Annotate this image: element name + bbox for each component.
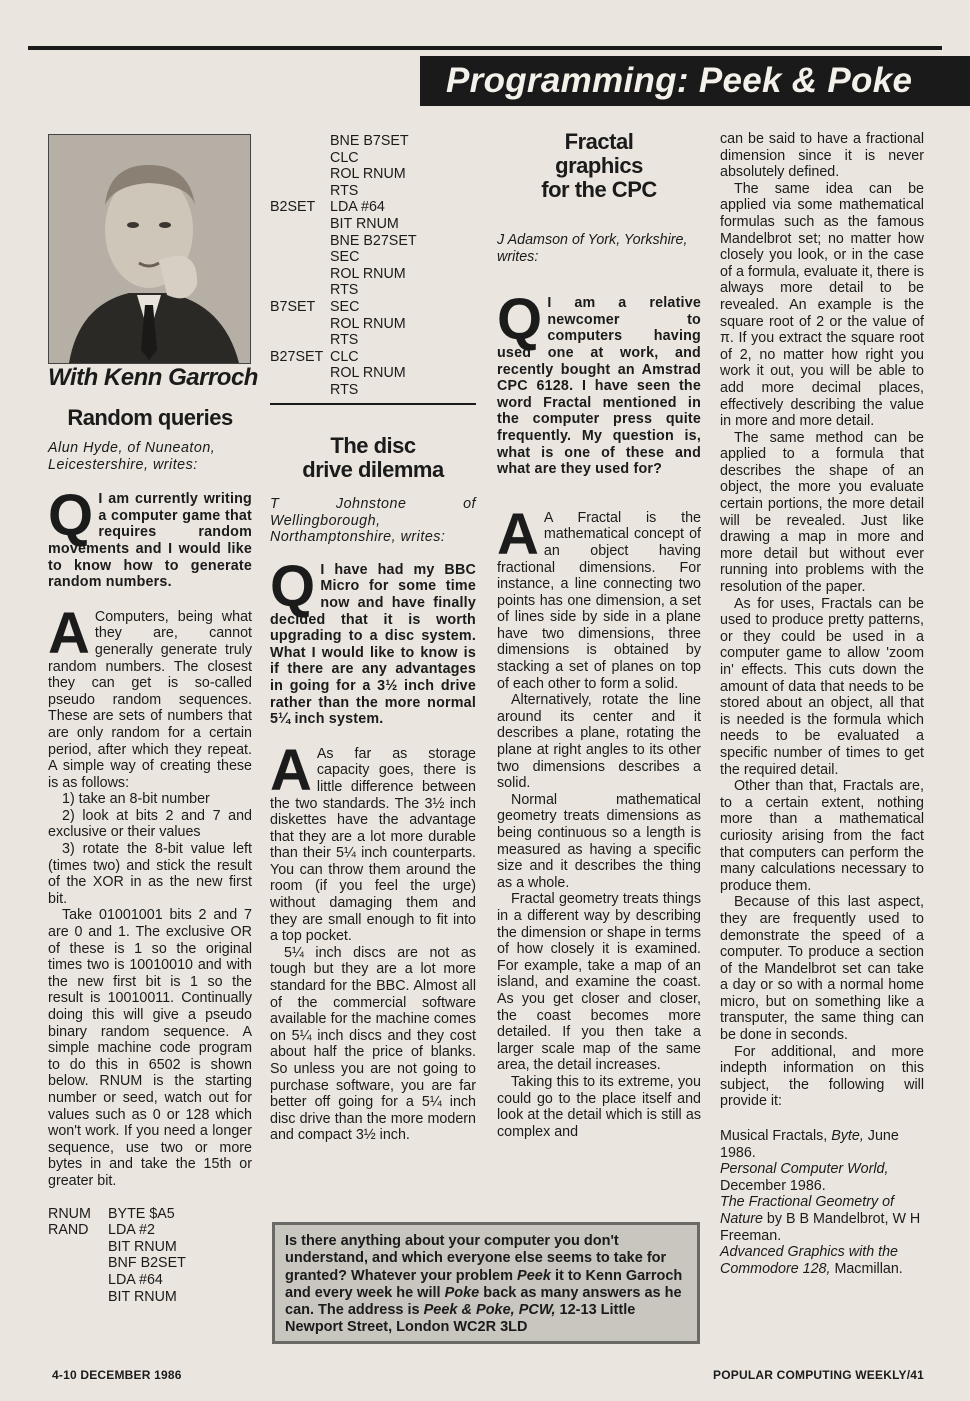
writer-line: J Adamson of York, Yorkshire, writes:: [497, 232, 688, 265]
column-1: [48, 406, 252, 1305]
code-line: BNE B7SET: [330, 133, 409, 149]
footer-magazine: POPULAR COMPUTING WEEKLY/41: [713, 1368, 924, 1382]
question-body: I am a relative newcomer to computers having used one at work, and recently bought an Amstrad CPC 6128. I have seen the word Fractal mentioned in the computer press quite frequently. My question is, what is one of these and what are they used for?: [497, 295, 701, 478]
box-poke: Poke: [444, 1284, 480, 1301]
paragraph: Because of this last aspect, they are frequently used to demonstrate the speed of a computer. To produce a section of the Mandelbrot set can take a day or so with a normal home micro, but on something like a transputer, the same thing can be done in seconds.: [720, 894, 924, 1044]
paragraph: Other than that, Fractals are, to a certain extent, nothing more than a mathematical curiosity arising from the fact that computers can perform the many calculations necessary to produce them.: [720, 778, 924, 894]
step-item: 1) take an 8-bit number: [62, 791, 210, 808]
box-text: it to Kenn Garroch and every week he will: [285, 1267, 683, 1301]
paragraph: Fractal geometry treats things in a different way by describing the dimension or shape in terms of how closely it is examined. For example, take a map of an island, and examine the coast. As you get closer and closer, the coast becomes more detailed. If you then take a larger scale map of the same area, the detail increases.: [497, 891, 701, 1074]
code-line: LDA #64: [108, 1271, 163, 1288]
answer-body: As far as storage capacity goes, there is little difference between the two standards. The 3½ inch diskettes have the advantage that they are a lot more durable than their 5¼ inch counterparts. You can throw them around the room (if you feel the urge) without damaging them and they are small enough to fit into a top pocket.: [270, 745, 476, 945]
reference-item: Advanced Graphics with the Commodore 128, Macmillan.: [720, 1244, 903, 1277]
code-line: RTS: [330, 332, 359, 349]
code-listing-1: [48, 1206, 252, 1306]
code-line: ROL RNUM: [330, 265, 406, 282]
section-header: Programming: Peek & Poke: [420, 56, 970, 106]
answer-initial: A: [48, 600, 90, 666]
paragraph: The same method can be applied to a formula that describes the shape of an object, the more you evaluate certain portions, the more detail will be revealed. Just like drawing a map in more and more detail but without ever running into problems with the resolution of the paper.: [720, 429, 924, 596]
reference-item: The Fractional Geometry of Nature by B B Mandelbrot, W H Freeman.: [720, 1194, 921, 1244]
code-line: ROL RNUM: [330, 365, 406, 382]
column-2: [270, 133, 476, 399]
paragraph: can be said to have a fractional dimension since it is never absolutely defined.: [720, 131, 924, 181]
code-line: BIT RNUM: [330, 215, 399, 232]
callout-box: [272, 1222, 700, 1344]
column-3: [497, 130, 701, 1140]
reference-item: Personal Computer World, December 1986.: [720, 1161, 889, 1194]
author-name: With Kenn Garroch: [48, 364, 258, 391]
question-text: [270, 553, 476, 728]
title-line: graphics: [555, 153, 643, 178]
code-line: BNE B27SET: [330, 232, 417, 249]
question-initial: Q: [497, 287, 543, 353]
paragraph: Alternatively, rotate the line around its center and it describes a plane, rotating the plane at right angles to its other two dimensions describes a solid.: [497, 692, 701, 792]
column-2-article: [270, 434, 476, 1144]
paragraph: For additional, and more indepth information on this subject, the following will provide it:: [720, 1043, 924, 1110]
code-line: B2SET LDA #64: [270, 199, 385, 216]
box-address-italic: Peek & Poke, PCW,: [423, 1302, 556, 1319]
article-title-fractal: [497, 130, 701, 202]
paragraph: Take 01001001 bits 2 and 7 are 0 and 1. The exclusive OR of these is 1 so the original times two is 10010010 and with the new first bit is 1 so the result is 10010011. Continually doing this will give a pseudo binary random sequence. A simple machine code program to do this in 6502 is shown below. RNUM is the starting number or seed, watch out for values such as 0 or 128 which won't work. If you need a longer sequence, use two or more bytes in and take the 15th or greater bit.: [48, 907, 252, 1189]
box-text: back as many answers as he can. The address is: [285, 1284, 682, 1319]
answer-body: Computers, being what they are, cannot generally generate truly random numbers. The closest they can get is so-called pseudo random sequences. These are sets of numbers that are only random for a certain period, after which they repeat. A simple way of creating these is as follows:: [48, 608, 252, 791]
question-initial: Q: [48, 483, 94, 549]
answer-body: A Fractal is the mathematical concept of an object having fractional dimensions. For instance, a line connecting two points has one dimension, a set of lines side by side in a plane have two dimensions, three dimensions is obtained by stacking a set of planes on top of each other to form a solid.: [497, 509, 701, 692]
box-text: Is there anything about your computer you don't understand, and which everyone else seems to take for granted? Whatever your problem: [285, 1233, 667, 1284]
code-listing-2: [270, 133, 476, 399]
footer-date: 4-10 DECEMBER 1986: [52, 1368, 182, 1382]
question-body: I have had my BBC Micro for some time now and have finally decided that it is worth upgrading to a disc system. What I would like to know is if there are any advantages in going for a 3½ inch drive rather than the more normal 5¼ inch system.: [270, 561, 476, 728]
box-peek: Peek: [517, 1267, 551, 1284]
code-line: RTS: [330, 381, 359, 398]
answer-text: [48, 600, 252, 792]
code-line: B27SET CLC: [270, 348, 359, 365]
step-item: 2) look at bits 2 and 7 and exclusive or their values: [48, 807, 252, 841]
answer-text: [270, 737, 476, 945]
title-line: The disc: [330, 433, 416, 458]
code-line: SEC: [330, 249, 360, 266]
paragraph: Taking this to its extreme, you could go to the place itself and look at the detail which is still as complex and: [497, 1073, 701, 1140]
author-photo: [48, 134, 251, 364]
top-rule: [28, 46, 942, 50]
code-line: B7SET SEC: [270, 298, 360, 315]
title-line: for the CPC: [541, 177, 657, 202]
code-line: BIT RNUM: [108, 1238, 177, 1255]
question-body: I am currently writing a computer game that requires random movements and I would like to know how to generate random numbers.: [48, 491, 252, 591]
question-initial: Q: [270, 553, 316, 619]
article-title-random: Random queries: [67, 405, 233, 430]
box-address: 12-13 Little Newport Street, London WC2R 3LD: [285, 1302, 636, 1336]
code-line: BIT RNUM: [108, 1288, 177, 1305]
reference-item: Musical Fractals, Byte, June 1986.: [720, 1128, 899, 1161]
paragraph: Normal mathematical geometry treats dimensions as being continuous so a length is measured as having a specific size and it describes the thing as a whole.: [497, 791, 701, 891]
paragraph: The same idea can be applied via some mathematical formulas such as the famous Mandelbrot set; no matter how closely you look, or in the case of a formula, evaluate it, there is always more detail to be revealed. An example is the square root of 2 or the value of π. If you extract the square root of 2, no matter how right you work it out, you will be able to add more decimal places, effectively describing the value in more and more detail.: [720, 180, 924, 430]
answer-initial: A: [497, 501, 539, 567]
code-line: RNUM BYTE $A5: [48, 1205, 175, 1222]
title-line: Fractal: [564, 129, 634, 154]
answer-initial: A: [270, 737, 312, 803]
code-line: ROL RNUM: [330, 315, 406, 332]
question-text: [48, 483, 252, 591]
paragraph: As for uses, Fractals can be used to produce pretty patterns, or they could be used in a computer game to allow 'zoom in' effects. This cuts down the amount of data that needs to be stored about an object, all that is needed is the formula which needs to be evaluated a specific number of times to get the required detail.: [720, 595, 924, 778]
title-line: drive dilemma: [302, 457, 444, 482]
writer-line: Alun Hyde, of Nuneaton, Leicestershire, writes:: [48, 440, 216, 473]
code-line: RTS: [330, 282, 359, 299]
writer-line: T Johnstone of Wellingborough, Northamptonshire, writes:: [270, 496, 476, 546]
column-4: [720, 131, 924, 1277]
code-line: CLC: [330, 149, 359, 166]
section-divider: [270, 403, 476, 405]
reference-list: [720, 1128, 924, 1277]
code-line: BNF B2SET: [108, 1255, 186, 1272]
code-line: ROL RNUM: [330, 166, 406, 183]
question-text: [497, 287, 701, 478]
answer-text: [497, 501, 701, 693]
article-title-disc: [270, 434, 476, 482]
paragraph: 5¼ inch discs are not as tough but they are a lot more standard for the BBC. Almost all of the commercial software available for the machine comes on 5¼ inch discs and they cost about half the price of blanks. So unless you are not going to purchase software, you are far better off going for a 5¼ inch disc drive than the more modern and compact 3½ inch.: [270, 944, 476, 1144]
step-item: 3) rotate the 8-bit value left (times two) and stick the result of the XOR in as the new first bit.: [48, 841, 252, 907]
code-line: RAND LDA #2: [48, 1222, 155, 1239]
code-line: RTS: [330, 182, 359, 199]
